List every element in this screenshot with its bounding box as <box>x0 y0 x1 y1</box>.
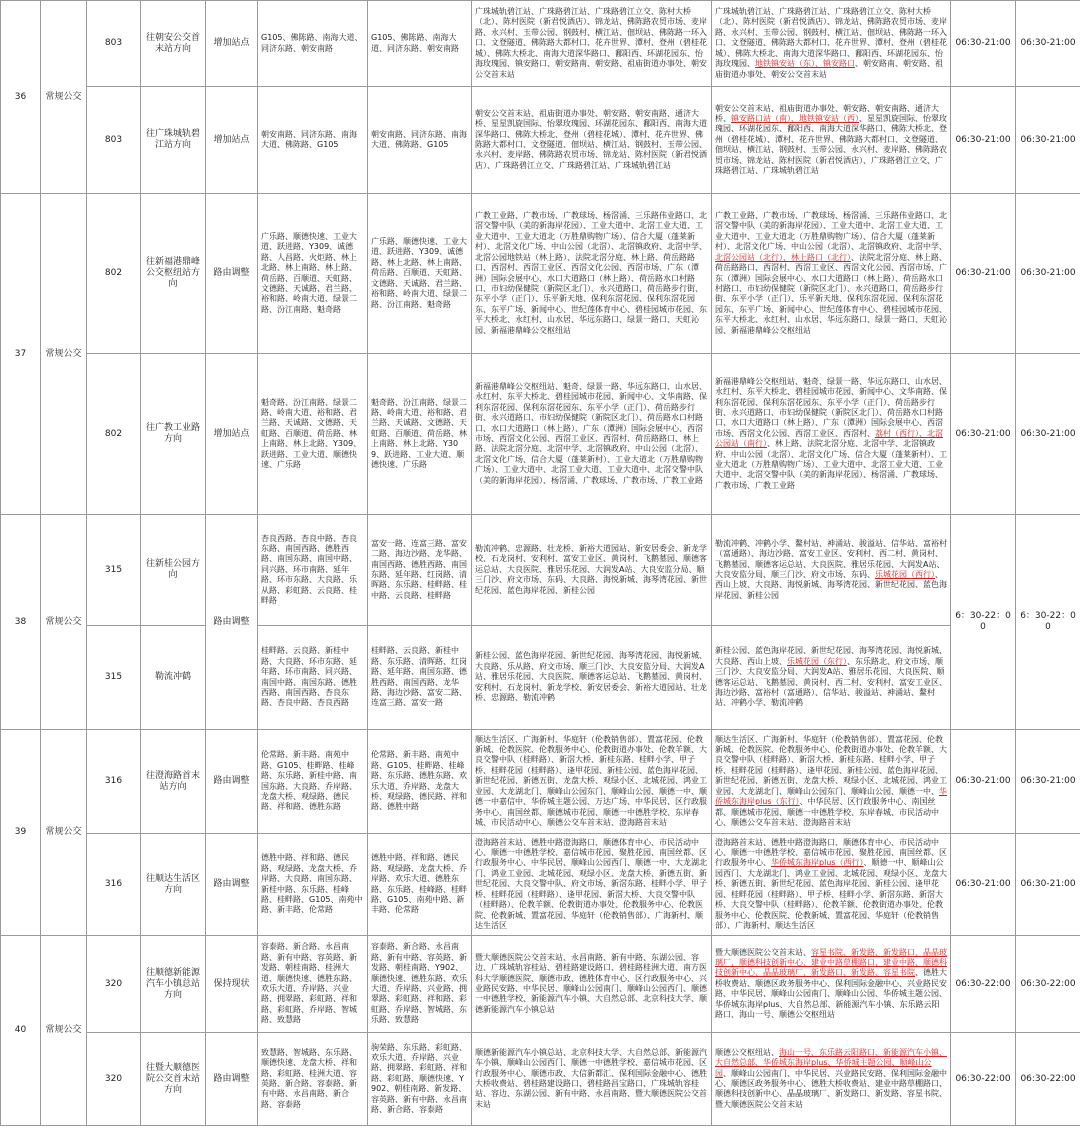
row-number-cell: 37 <box>1 194 41 515</box>
new-stops-after: 、林上路、法院北滘分庭、北滘中学、北滘镇政府、中山公园（北滘）、北滘文化广场、信合大厦（蓬莱新村）、工业大道北（万胜鼎购物广场）、工业大道中、北滘工业大道、工业大道中、北滘交警中队（美的新海岸花园）、杨滘涌、广教球场、广教市场、广教工业路 <box>715 439 947 490</box>
old-time-cell: 06:30-21:00 <box>951 87 1016 194</box>
new-stops-highlight: 海山一号、东乐路云阳路口、新能源汽车小镇、大自然总部、华侨城东海岸plus、华侨城主题公园、顺峰山公园 <box>715 1047 947 1078</box>
old-time-cell: 6：30-22：00 <box>951 515 1016 730</box>
direction-cell: 往暨大顺德医院公交首末站方向 <box>141 1033 206 1126</box>
new-path-cell: 魁奇路、汾江南路、绿景二路、岭南大道、裕和路、君兰路、天诚路、文德路、天虹路、百顺道、荷岳路、林上南路、林上北路、Y309、跃进路、工业大道、顺德快速、广乐路 <box>368 354 472 515</box>
new-time-cell: 06:30-21:00 <box>1016 354 1080 515</box>
new-path-cell: 伦常路、新丰路、南苑中路、G105、桂畔路、桂峰路、东乐路、德胜东路、欢乐大道、乔岸路、龙盘大桥、观绿路、德民路、祥和路、德胜中路 <box>368 730 472 834</box>
new-stops-before: 朝安公交首末站、祖庙街道办事处、朝安路、朝安南路、通济大桥、 <box>715 103 939 123</box>
new-stops-highlight: 镇安路口站（南）、地铁镇安站（西） <box>731 113 859 123</box>
direction-cell: 往广珠城轨碧江站方向 <box>141 87 206 194</box>
direction-cell: 往澄海路首末站方向 <box>141 730 206 834</box>
new-path-cell: 容泰路、新合路、永昌南路、新有中路、容英路、新发路、朝桂南路、Y902、顺德快速、德胜东路、欢乐大道、乔岸路、兴业路、拥翠路、彩虹路、祥和路、彩虹路、乔岸路、智城路、东乐路、致慧路 <box>368 936 472 1033</box>
new-stops-before: 顺德公交枢纽站、 <box>715 1047 779 1057</box>
table-body <box>1 1 1080 1126</box>
new-stops-after: 、朝安路南、朝安路、祖庙街道办事处、朝安公交首末站 <box>715 59 943 79</box>
new-stops-before: 澄海路首末站、德胜中路澄海路口、顺德体育中心、市民活动中心、顺德一中德胜学校、嘉信城市花园、聚胜花园、南国丝都、区行政服务中心、 <box>715 837 947 868</box>
row-number-cell: 39 <box>1 730 41 936</box>
new-stops-cell <box>712 834 951 936</box>
old-path-cell: 容泰路、新合路、永昌南路、新有中路、容英路、新发路、朝桂南路、桂洲大道、顺德快速、德胜东路、欢乐大道、乔岸路、兴业路、拥翠路、彩虹路、祥和路、彩虹路、乔岸路、智城路、致慧路 <box>258 936 368 1033</box>
new-stops-before: 勒流冲鹤、冲鹤小学、鳌村站、神涌站、骏溢站、信华站、富裕村（富通路）、海边沙路、富安工业区、安利村、西二村、黄岗村、飞鹅墓园、顺德客运总站、大良医院、雅居乐花园、大润发A站、大良安监分局、顺三门沙、府文市场、东码、 <box>715 538 947 579</box>
new-stops-cell <box>712 87 951 194</box>
table-row <box>1 515 1080 626</box>
new-stops-cell <box>712 194 951 354</box>
table-row <box>1 730 1080 834</box>
old-path-cell: G105、佛陈路、南海大道、同济东路、朝安南路 <box>258 1 368 87</box>
old-stops-cell: 澄海路首末站、德胜中路澄海路口、顺德体育中心、市民活动中心、顺德一中德胜学校、嘉信城市花园、聚胜花园、南国丝都、区行政服务中心、中华民居、顺峰山公园西门、顺德一中、大龙湖北门、鸿业工业园、北城花园、观绿小区、龙盘大桥、新德五街、新世纪花园、大良交警中队、府文市场、新滘东路、桂畔小学、甲子桥、桂畔花园（桂畔路）、逢甲花园、新滘大桥、大良交警中队（桂畔路）、伦教羊额、伦教街道办事处、伦教服务中心、伦教医院、伦教新城、置富花园、华庭轩（伦教销售部）、广海新村、顺达生活区 <box>472 834 712 936</box>
table-row <box>1 1 1080 87</box>
new-stops-before: 广教工业路、广教市场、广教球场、杨滘涌、三乐路伟业路口、北滘交警中队（美的新海岸花园）、工业大道中、北滘工业大道、工业大道中、工业大道北（万胜鼎购物广场）、信合大厦（蓬莱新村）、北滘文化广场、中山公园（北滘）、北滘镇政府、北滘中学、 <box>715 211 947 252</box>
new-path-cell: 富安一路、连富三路、富安二路、海边沙路、龙华路、南国西路、德胜西路、南国东路、延年路、红岗路、清晖路、东乐路、桂畔路、桂中路、云良路、桂畔路 <box>368 515 472 626</box>
old-path-cell: 朝安南路、同济东路、南海大道、佛陈路、G105 <box>258 87 368 194</box>
table-row <box>1 1033 1080 1126</box>
new-stops-after: 、星星凯旋国际、怡翠玫瑰园、环湖花园东、鄱阳西、南海大道深华路口、佛陈大桥北、登州（碧桂花城）、潭村、花卉世界、佛陈路大都村口、文登隧道、佃坝站、横江站、钢鼓村、玉带公园、永兴村、麦岸路、佛陈路农贸市场、锦龙站、陈村医院（新君悦酒店）、广珠路碧江立交、广珠路碧江站、广珠城轨碧江站 <box>715 113 947 176</box>
direction-cell: 往顺德新能源汽车小镇总站方向 <box>141 936 206 1033</box>
new-stops-before: 新桂公园、蓝色海岸花园、新世纪花园、海琴湾花园、海悦新城、大良路、西山上坡、 <box>715 646 947 666</box>
adjustment-type-cell: 路由调整 <box>206 1033 258 1126</box>
new-stops-highlight: 地铁镇安站（东）、镇安路口 <box>755 59 855 69</box>
route-number-cell: 316 <box>87 730 141 834</box>
direction-cell: 往顺达生活区方向 <box>141 834 206 936</box>
new-stops-after: 、中华民居、区行政服务中心、南国丝都、顺德城市花园、顺德一中德胜学校、东岸春城、市民活动中心、顺德公交车首末站、澄海路首末站 <box>715 797 939 827</box>
route-number-cell: 802 <box>87 354 141 515</box>
old-path-cell: 魁奇路、汾江南路、绿景二路、岭南大道、裕和路、君兰路、天诚路、文德路、天虹路、百顺道、荷岳路、林上南路、林上北路、Y309、跃进路、工业大道、顺德快速、广乐路 <box>258 354 368 515</box>
direction-cell: 往新福港鼎峰公交枢纽站方向 <box>141 194 206 354</box>
old-stops-cell: 暨大顺德医院公交首末站、永昌南路、新有中路、东湖公园、容边、广珠城轨容桂站、碧桂路建设路口、碧桂路桂洲大道、南方医科大学顺德医院、顺德市政、德胜体育中心、区行政服务中心、兴业路民安路、中华民居、顺峰山公园南门、顺峰山公园西门、顺德一中德胜学校、新能源汽车小镇、大自然总部、北京科技大学、顺德新能源汽车小镇总站 <box>472 936 712 1033</box>
old-time-cell: 06:30-22:00 <box>951 1033 1016 1126</box>
old-time-cell: 06:30-21:00 <box>951 730 1016 834</box>
old-stops-cell: 朝安公交首末站、祖庙街道办事处、朝安路、朝安南路、通济大桥、星星凯旋国际、怡翠玫瑰园、环湖花园东、鄱阳西、南海大道深华路口、佛陈大桥北、登州（碧桂花城）、潭村、花卉世界、佛陈路大都村口、文登隧道、佃坝站、横江站、钢鼓村、玉带公园、永兴村、麦岸路、佛陈路农贸市场、锦龙站、陈村医院（新君悦酒店）、广珠路碧江立交、广珠路碧江站、广珠城轨碧江站 <box>472 87 712 194</box>
table-row <box>1 626 1080 730</box>
adjustment-type-cell: 增加站点 <box>206 87 258 194</box>
route-number-cell: 803 <box>87 1 141 87</box>
route-number-cell: 315 <box>87 626 141 730</box>
old-path-cell: 杏良西路、杏良中路、杏良东路、南国西路、德胜西路、南国东路、南国中路、同兴路、环市南路、延年路、环市东路、大良路、乐从路、彩虹路、云良路、桂畔路 <box>258 515 368 626</box>
new-stops-after: 、东乐路北、府文市场、顺三门沙、大良安监分局、大润发A站、雅居乐花园、大良医院、顺德客运总站、飞鹅墓园、黄岗村、西二村、安利村、富安工业区、海边沙路、富裕村（富通路）、信华站、骏溢站、神涌站、鳌村站、冲鹤小学、勒流冲鹤 <box>715 656 947 708</box>
direction-cell: 勒流冲鹤 <box>141 626 206 730</box>
old-stops-cell: 广珠城轨碧江站、广珠路碧江站、广珠路碧江立交、陈村大桥（北）、陈村医院（新君悦酒店）、锦龙站、佛陈路农贸市场、麦岸路、永兴村、玉带公园、钢鼓村、横江站、佃坝站、佛陈路一环入口、文登隧道、佛陈路大都村口、花卉世界、潭村、登州（碧桂花城）、佛陈大桥北、南海大道深华路口、鄱阳西、环湖花园东、怡海玫瑰园、镇安路口、朝安路南、朝安路、祖庙街道办事处、朝安公交首末站 <box>472 1 712 87</box>
new-stops-cell <box>712 1 951 87</box>
row-number-cell: 40 <box>1 936 41 1126</box>
new-stops-cell <box>712 626 951 730</box>
adjustment-type-cell: 保持现状 <box>206 936 258 1033</box>
new-stops-highlight: 北滘公园站（北行）、林上路口（北行） <box>715 252 851 262</box>
new-path-cell: 朝安南路、同济东路、南海大道、佛陈路、G105 <box>368 87 472 194</box>
table-row <box>1 834 1080 936</box>
old-stops-cell: 勒流冲鹤、忠源路、壮龙桥、新裕大道园站、新安居委会、新龙学校、石龙岗村、安利村、富安工业区、黄岗村、飞鹅墓园、顺德客运总站、大良医院、雅居乐花园、大润发A站、大良安监分局、顺三门沙、府文市场、东码、大良路、海悦新城、海琴湾花园、新世纪花园、蓝色海岸花园、新桂公园 <box>472 515 712 626</box>
category-cell: 常规公交 <box>41 936 87 1126</box>
category-cell: 常规公交 <box>41 730 87 936</box>
direction-cell: 往朝安公交首末站方向 <box>141 1 206 87</box>
new-path-cell: G105、佛陈路、南海大道、同济东路、朝安南路 <box>368 1 472 87</box>
new-time-cell: 06:30-21:00 <box>1016 87 1080 194</box>
route-number-cell: 803 <box>87 87 141 194</box>
route-number-cell: 320 <box>87 936 141 1033</box>
new-stops-cell <box>712 354 951 515</box>
new-time-cell: 06:30-22:00 <box>1016 936 1080 1033</box>
adjustment-type-cell: 路由调整 <box>206 834 258 936</box>
route-number-cell: 320 <box>87 1033 141 1126</box>
new-path-cell: 德胜中路、祥和路、德民路、观绿路、龙盘大桥、乔岸路、欢乐大道、德胜东路、东乐路、桂峰路、桂畔路、G105、南苑中路、新丰路、伦常路 <box>368 834 472 936</box>
adjustment-type-cell: 路由调整 <box>206 730 258 834</box>
old-path-cell: 广乐路、顺德快速、工业大道、跃进路、Y309、诚德路、人昌路、火炬路、林上北路、林上南路、林上路、荷岳路、百顺道、天虹路、文德路、天诚路、君兰路、裕和路、岭南大道、绿景二路、汾江南路、魁奇路 <box>258 194 368 354</box>
old-stops-cell: 广教工业路、广教市场、广教球场、杨滘涌、三乐路伟业路口、北滘交警中队（美的新海岸花园）、工业大道中、北滘工业大道、工业大道中、工业大道北（万胜鼎购物广场）、信合大厦（蓬莱新村）、北滘文化广场、中山公园（北滘）、北滘镇政府、北滘中学、北滘公园地铁站（林上路）、法院北滘分庭、林上路、荷岳路路口、西滘村、西滘工业区、西滘文化公园、西滘市场、广东（潭洲）国际会展中心、水口大道路口（林上路）、荷岳路水口村路口、市妇幼保健院（新院区北门）、永兴道路口、荷岳路步行街、东平小学（正门）、乐平新天地、保利东滘花园、保利东滘花园东、东平广场、新闻中心、世纪莲体育中心、碧桂园城市花园、东平大桥北、永红村、山水居、华远东路口、绿景一路口、天虹沁园、新福港鼎峰公交枢纽站 <box>472 194 712 354</box>
old-stops-cell: 新桂公园、蓝色海岸花园、新世纪花园、海琴湾花园、海悦新城、大良路、乐从路、府文市场、顺三门沙、大良安监分局、大润发A站、雅居乐花园、大良医院、顺德客运总站、飞鹅墓园、黄岗村、安利村、石龙岗村、新龙学校、新安居委会、新裕大道园站、壮龙桥、忠源路、勒流冲鹤 <box>472 626 712 730</box>
direction-cell: 往新桂公园方向 <box>141 515 206 626</box>
new-stops-cell <box>712 1033 951 1126</box>
category-cell: 常规公交 <box>41 194 87 515</box>
adjustment-type-cell: 路由调整 <box>206 194 258 354</box>
new-stops-highlight: 荔村（西行）、北滘公园站（南行） <box>715 428 943 449</box>
adjustment-type-cell: 增加站点 <box>206 354 258 515</box>
old-path-cell: 德胜中路、祥和路、德民路、观绿路、龙盘大桥、乔岸路、大良路、南国东路、新桂中路、东乐路、桂峰路、桂畔路、G105、南苑中路、新丰路、伦常路 <box>258 834 368 936</box>
old-time-cell: 06:30-21:00 <box>951 1 1016 87</box>
new-stops-highlight: 华侨城东海岸plus（西行） <box>771 858 864 868</box>
route-number-cell: 802 <box>87 194 141 354</box>
route-number-cell: 315 <box>87 515 141 626</box>
new-path-cell: 广乐路、顺德快速、工业大道、跃进路、Y309、诚德路、林上北路、林上南路、荷岳路、百顺道、天虹路、文德路、天诚路、君兰路、裕和路、岭南大道、绿景二路、汾江南路、魁奇路 <box>368 194 472 354</box>
adjustment-type-cell: 路由调整 <box>206 515 258 730</box>
old-stops-cell: 顺德新能源汽车小镇总站、北京科技大学、大自然总部、新能源汽车小镇、顺峰山公园西门、顺德一中德胜学校、嘉信城市花园、区行政服务中心、顺德市政、大信新都汇、保利国际金融中心、德胜大桥收费站、碧桂路建设路口、碧桂路昌宝路口、广珠城轨容桂站、容边、东湖公园、新有中路、永昌南路、暨大顺德医院公交首末站 <box>472 1033 712 1126</box>
old-time-cell: 06:30-21:00 <box>951 194 1016 354</box>
new-stops-before: 暨大顺德医院公交首末站、 <box>715 947 811 957</box>
category-cell: 常规公交 <box>41 515 87 730</box>
old-time-cell: 06:30-21:00 <box>951 354 1016 515</box>
new-time-cell: 06:30-21:00 <box>1016 730 1080 834</box>
new-stops-highlight: 华侨城东海岸plus（东行） <box>715 786 947 807</box>
row-number-cell: 38 <box>1 515 41 730</box>
old-time-cell: 06:30-22:00 <box>951 936 1016 1033</box>
new-stops-after: 、德胜大桥收费站、顺德区政务服务中心、保利国际金融中心、兴业路民安路、中华民居、顺峰山公园南门、顺峰山公园、华侨城主题公园、华侨城东海岸plus、大自然总部、新能源汽车小镇、东乐路云阳路口、海山一号、顺德公交枢纽站 <box>715 968 947 1020</box>
new-stops-after: 、西山上坡、大良路、海悦新城、海琴湾花园、新世纪花园、蓝色海岸花园、新桂公园 <box>715 570 947 600</box>
new-stops-before: 广珠城轨碧江站、广珠路碧江站、广珠路碧江立交、陈村大桥（北）、陈村医院（新君悦酒店）、锦龙站、佛陈路农贸市场、麦岸路、永兴村、玉带公园、钢鼓村、横江站、佃坝站、佛陈路一环入口、文登隧道、佛陈路大都村口、花卉世界、潭村、登州（碧桂花城）、佛陈大桥北、南海大道深华路口、鄱阳西、环湖花园东、怡海玫瑰园、 <box>715 7 947 69</box>
new-path-cell: 桂畔路、云良路、新桂中路、东乐路、清晖路、红岗路、延年路、南国东路、德胜西路、南国西路、龙华路、海边沙路、富安二路、连富三路、富安一路 <box>368 626 472 730</box>
direction-cell: 往广教工业路方向 <box>141 354 206 515</box>
new-time-cell: 06:30-21:00 <box>1016 1 1080 87</box>
new-stops-after: 、法院北滘分庭、林上路、荷岳路路口、西滘村、西滘工业区、西滘文化公园、西滘市场、广东（潭洲）国际会展中心、水口大道路口（林上路）、荷岳路水口村路口、市妇幼保健院（新院区北门）、永兴道路口、荷岳路步行街、东平小学（正门）、乐平新天地、保利东滘花园、保利东滘花园东、东平广场、新闻中心、世纪莲体育中心、碧桂园城市花园、东平大桥北、永红村、山水居、华远东路口、绿景一路口、天虹沁园、新福港鼎峰公交枢纽站 <box>715 252 947 335</box>
new-stops-before: 新福港鼎峰公交枢纽站、魁奇、绿景一路、华远东路口、山水居、永红村、东平大桥北、碧桂园城市花园、新闻中心、文华南路、保利东滘花园、保利东滘花园东、东平小学（正门）、荷岳路步行街、永兴道路口、市妇幼保健院（新院区北门）、荷岳路水口村路口、水口大道路口（林上路）、广东（潭洲）国际会展中心、西滘市场、西滘文化公园、西滘工业区、西滘村、 <box>715 376 947 438</box>
new-time-cell: 6：30-22：00 <box>1016 515 1080 730</box>
category-cell: 常规公交 <box>41 1 87 194</box>
new-stops-highlight: 乐城花园（西行） <box>875 570 935 579</box>
table-row <box>1 936 1080 1033</box>
table-row <box>1 354 1080 515</box>
adjustment-type-cell: 增加站点 <box>206 1 258 87</box>
route-number-cell: 316 <box>87 834 141 936</box>
new-stops-after: 、顺德一中、顺峰山公园西门、大龙湖北门、鸿业工业园、北城花园、观绿小区、龙盘大桥、新德五街、新世纪花园、蓝色海岸花园、新桂公园、逢甲花园、桂畔花园（桂畔路）、甲子桥、桂畔小学、新滘东路、新滘大桥、大良交警中队（桂畔路）、伦教羊额、伦教街道办事处、伦教服务中心、伦教医院、伦教新城、置富花园、华庭轩（伦教销售部）、广海新村、顺达生活区 <box>715 858 947 930</box>
old-path-cell: 致慧路、智城路、东乐路、顺德快速、龙盘大桥、祥和路、彩虹路、桂洲大道、容英路、新合路、容泰路、新有中路、永昌南路、新合路、容泰路 <box>258 1033 368 1126</box>
new-stops-cell <box>712 515 951 626</box>
old-time-cell: 06:30-21:00 <box>951 834 1016 936</box>
new-stops-cell <box>712 936 951 1033</box>
new-time-cell: 06:30-21:00 <box>1016 194 1080 354</box>
old-path-cell: 伦常路、新丰路、南苑中路、G105、桂畔路、桂峰路、东乐路、新桂中路、南国东路、大良路、乔岸路、龙盘大桥、观绿路、德民路、祥和路、德胜东路 <box>258 730 368 834</box>
new-stops-before: 顺达生活区、广海新村、华庭轩（伦教销售部）、置富花园、伦教新城、伦教医院、伦教服务中心、伦教街道办事处、伦教羊额、大良交警中队（桂畔路）、新滘大桥、新桂东路、桂畔小学、甲子桥、桂畔花园（桂畔路）、逢甲花园、新桂公园、蓝色海岸花园、新世纪花园、新德五街、龙盘大桥、观绿小区、北城花园、鸿业工业园、大龙湖北门、顺峰山公园东门、顺峰山公园、顺德一中、 <box>715 734 947 796</box>
new-stops-cell <box>712 730 951 834</box>
new-path-cell: 驹荣路、东乐路、彩虹路、欢乐大道、乔岸路、兴业路、拥翠路、彩虹路、祥和路、彩虹路、顺德快速、Y902、朝桂南路、新发路、容英路、新有中路、永昌南路、新合路、容泰路 <box>368 1033 472 1126</box>
old-path-cell: 桂畔路、云良路、新桂中路、大良路、环市东路、延年路、环市南路、同兴路、南国中路、南国东路、德胜西路、南国西路、杏良东路、杏良中路、杏良西路 <box>258 626 368 730</box>
table-row <box>1 87 1080 194</box>
old-stops-cell: 新福港鼎峰公交枢纽站、魁奇、绿景一路、华远东路口、山水居、永红村、东平大桥北、碧桂园城市花园、新闻中心、文华南路、保利东滘花园、保利东滘花园东、东平小学（正门）、荷岳路步行街、永兴道路口、市妇幼保健院（新院区北门）、荷岳路水口村路口、水口大道路口（林上路）、广东（潭洲）国际会展中心、西滘市场、西滘文化公园、西滘工业区、西滘村、荷岳路路口、林上路、法院北滘分庭、北滘中学、北滘镇政府、中山公园（北滘）、北滘文化广场、信合大厦（蓬莱新村）、工业大道北（万胜鼎购物广场）、工业大道中、北滘工业大道、工业大道中、北滘交警中队（美的新海岸花园）、杨滘涌、广教球场、广教市场、广教工业路 <box>472 354 712 515</box>
new-time-cell: 06:30-22:00 <box>1016 1033 1080 1126</box>
old-stops-cell: 顺达生活区、广海新村、华庭轩（伦教销售部）、置富花园、伦教新城、伦教医院、伦教服务中心、伦教街道办事处、伦教羊额、大良交警中队（桂畔路）、新滘大桥、新桂东路、桂畔小学、甲子桥、桂畔花园（桂畔路）、逢甲花园、新桂公园、蓝色海岸花园、新世纪花园、新德五街、龙盘大桥、观绿小区、北城花园、鸿业工业园、大龙湖北门、顺峰山公园东门、顺峰山公园、顺德一中、顺德一中嘉信中、华侨城主题公园、万达广场、中华民居、区行政服务中心、南国丝都、顺德城市花园、顺德一中德胜学校、东岸春城、市民活动中心、顺德公交车首末站、澄海路首末站 <box>472 730 712 834</box>
new-time-cell: 06:30-21:00 <box>1016 834 1080 936</box>
new-stops-highlight: 容星书院、新发路、新发路口、晶晶玻璃厂、顺德科技创新中心、建业中路草棚路口、建业中路、顺德科技创新中心、晶晶玻璃厂、新发路口、新发路、容星书院 <box>715 947 947 978</box>
new-stops-after: 、顺峰山公园南门、中华民居、兴业路民安路、保利国际金融中心、顺德区政务服务中心、德胜大桥收费站、建业中路草棚路口、顺德科技创新中心、晶晶玻璃厂、新发路口、新发路、容星书院、暨大顺德医院公交首末站 <box>715 1068 947 1109</box>
row-number-cell: 36 <box>1 1 41 194</box>
table-row <box>1 194 1080 354</box>
new-stops-highlight: 乐城花园（东行） <box>787 656 847 666</box>
